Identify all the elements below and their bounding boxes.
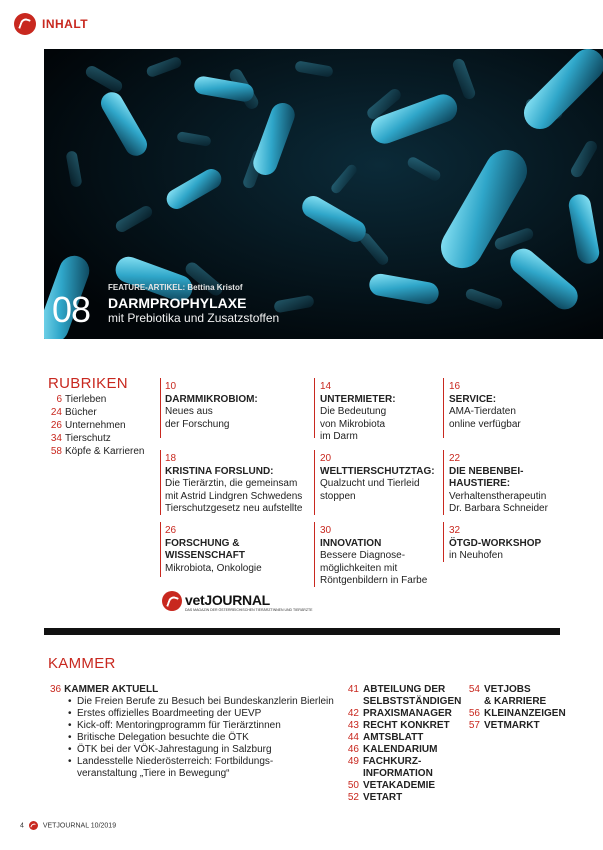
feature-title[interactable]: DARMPROPHYLAXE bbox=[108, 295, 247, 311]
page-number: 30 bbox=[320, 525, 332, 536]
kammer-section-entry[interactable] bbox=[343, 684, 461, 708]
rubrik-item[interactable] bbox=[48, 419, 145, 432]
page-number: 52 bbox=[347, 792, 359, 803]
article-entry[interactable] bbox=[449, 525, 541, 563]
section-divider-bar bbox=[44, 628, 560, 635]
page-number: 50 bbox=[347, 780, 359, 791]
article-description: Mikrobiota, Onkologie bbox=[165, 562, 262, 574]
column-divider bbox=[160, 522, 161, 577]
page-number: 58 bbox=[50, 446, 62, 457]
article-description: Qualzucht und Tierleid bbox=[320, 478, 420, 489]
article-title: HAUSTIERE: bbox=[449, 478, 511, 489]
section-label: VETART bbox=[363, 792, 403, 803]
rubriken-heading: RUBRIKEN bbox=[48, 375, 128, 392]
column-divider bbox=[314, 450, 315, 515]
column-divider bbox=[443, 450, 444, 515]
rubrik-label: Unternehmen bbox=[65, 420, 126, 431]
rubrik-item[interactable] bbox=[48, 393, 145, 406]
article-description: Neues aus bbox=[165, 406, 213, 417]
footer-page-number: 4 bbox=[20, 822, 24, 830]
vetjournal-brand-logo bbox=[162, 589, 313, 615]
rubrik-item[interactable] bbox=[48, 432, 145, 445]
feature-subtitle: mit Prebiotika und Zusatzstoffen bbox=[108, 311, 280, 325]
article-title: ÖTGD-WORKSHOP bbox=[449, 537, 542, 549]
article-entry[interactable] bbox=[165, 453, 302, 516]
page-footer bbox=[20, 821, 116, 830]
kammer-news-item: • ÖTK bei der VÖK-Jahrestagung in Salzburg bbox=[68, 744, 334, 756]
section-label: KLEINANZEIGEN bbox=[484, 708, 566, 719]
kammer-news-item: • Erstes offizielles Boardmeeting der UEVP bbox=[68, 708, 334, 720]
page-number: 43 bbox=[347, 720, 359, 731]
article-title: WISSENSCHAFT bbox=[165, 550, 245, 561]
article-description: Röntgenbildern in Farbe bbox=[320, 575, 428, 586]
article-title: WELTTIERSCHUTZTAG: bbox=[320, 465, 435, 477]
rubriken-list bbox=[48, 393, 145, 458]
article-description: möglichkeiten mit bbox=[320, 562, 398, 574]
kammer-column-2 bbox=[343, 684, 461, 804]
page-number: 20 bbox=[320, 453, 332, 464]
page-number: 34 bbox=[50, 433, 62, 444]
article-description: Tierschutzgesetz neu aufstellte bbox=[165, 503, 303, 514]
kammer-news-item: • Landesstelle Niederösterreich: Fortbildungs- bbox=[68, 756, 334, 768]
kammer-news-item: • Britische Delegation besuchte die ÖTK bbox=[68, 732, 334, 744]
page-number: 42 bbox=[347, 708, 359, 719]
kammer-news-item: veranstaltung „Tiere in Bewegung“ bbox=[77, 768, 230, 779]
article-title: DARMMIKROBIOM: bbox=[165, 393, 258, 405]
kammer-section-entry[interactable] bbox=[464, 708, 566, 720]
article-description: Dr. Barbara Schneider bbox=[449, 503, 548, 514]
page-number: 49 bbox=[347, 756, 359, 767]
kammer-section-entry[interactable] bbox=[343, 744, 461, 756]
page-number: 18 bbox=[165, 453, 177, 464]
article-description: von Mikrobiota bbox=[320, 418, 386, 430]
kammer-section-entry[interactable] bbox=[343, 792, 461, 804]
feature-kicker: FEATURE-ARTIKEL: Bettina Kristof bbox=[108, 283, 243, 292]
column-divider bbox=[160, 450, 161, 515]
page-number: 14 bbox=[320, 381, 332, 392]
article-entry[interactable] bbox=[449, 381, 521, 431]
page-number: 54 bbox=[468, 684, 480, 695]
vetjournal-logo-icon bbox=[162, 591, 182, 611]
section-label: VETJOBS & KARRIERE bbox=[484, 684, 547, 707]
page-number: 32 bbox=[449, 525, 461, 536]
kammer-section-entry[interactable] bbox=[464, 684, 566, 708]
kammer-section-entry[interactable] bbox=[343, 780, 461, 792]
section-label: AMTSBLATT bbox=[363, 732, 424, 743]
kammer-column-3 bbox=[464, 684, 566, 732]
feature-page-number: 08 bbox=[52, 289, 91, 330]
page-number: 26 bbox=[50, 420, 62, 431]
page-number: 16 bbox=[449, 381, 461, 392]
rubrik-label: Tierleben bbox=[65, 394, 107, 405]
column-divider bbox=[314, 522, 315, 587]
section-label: RECHT KONKRET bbox=[363, 720, 450, 731]
article-title: SERVICE: bbox=[449, 393, 497, 405]
kammer-aktuell-block bbox=[50, 684, 334, 780]
section-label: FACHKURZ- INFORMATION bbox=[363, 756, 433, 779]
kammer-aktuell-title: KAMMER AKTUELL bbox=[64, 684, 159, 695]
page-section-title: INHALT bbox=[42, 17, 89, 31]
section-label: PRAXISMANAGER bbox=[363, 708, 452, 719]
page-number: 57 bbox=[468, 720, 480, 731]
column-divider bbox=[160, 378, 161, 438]
rubrik-label: Tierschutz bbox=[65, 433, 111, 444]
article-description: online verfügbar bbox=[449, 418, 521, 430]
article-description: in Neuhofen bbox=[449, 550, 503, 561]
article-title: INNOVATION bbox=[320, 537, 382, 549]
article-description: Die Tierärztin, die gemeinsam bbox=[165, 478, 298, 489]
article-description: stoppen bbox=[320, 490, 356, 502]
column-divider bbox=[443, 522, 444, 562]
page-number: 10 bbox=[165, 381, 177, 392]
article-description: Verhaltenstherapeutin bbox=[449, 490, 547, 502]
article-description: Die Bedeutung bbox=[320, 406, 387, 417]
kammer-news-item: • Die Freien Berufe zu Besuch bei Bundeskanzlerin Bierlein bbox=[68, 696, 334, 708]
article-entry[interactable] bbox=[320, 525, 427, 588]
column-divider bbox=[314, 378, 315, 438]
footer-issue: VETJOURNAL 10/2019 bbox=[42, 822, 117, 830]
article-entry[interactable] bbox=[320, 381, 396, 444]
feature-hero-image bbox=[44, 49, 603, 339]
kammer-heading: KAMMER bbox=[48, 655, 116, 672]
article-title: UNTERMIETER: bbox=[320, 393, 396, 405]
kammer-section-entry[interactable] bbox=[464, 720, 566, 732]
page-number: 24 bbox=[50, 407, 62, 418]
page-number: 36 bbox=[50, 684, 62, 695]
page-number: 56 bbox=[468, 708, 480, 719]
section-label: VETAKADEMIE bbox=[363, 780, 436, 791]
article-entry[interactable] bbox=[320, 453, 435, 503]
kammer-section-entry[interactable] bbox=[343, 720, 461, 732]
kammer-section-entry[interactable] bbox=[343, 732, 461, 744]
section-label: ABTEILUNG DER SELBSTSTÄNDIGEN bbox=[363, 684, 462, 707]
article-title: FORSCHUNG & bbox=[165, 537, 240, 549]
page-number: 46 bbox=[347, 744, 359, 755]
article-description: der Forschung bbox=[165, 418, 230, 430]
article-description: AMA-Tierdaten bbox=[449, 406, 516, 417]
article-description: Bessere Diagnose- bbox=[320, 550, 406, 561]
page-number: 22 bbox=[449, 453, 461, 464]
article-title: KRISTINA FORSLUND: bbox=[165, 465, 274, 477]
kammer-aktuell-list bbox=[68, 696, 334, 780]
logo-tagline: DAS MAGAZIN DER ÖSTERREICHISCHEN TIERÄRZTINNEN UND TIERÄRZTE bbox=[185, 608, 313, 612]
article-entry[interactable] bbox=[165, 525, 262, 575]
rubrik-label: Köpfe & Karrieren bbox=[65, 446, 145, 457]
kammer-section-entry[interactable] bbox=[343, 708, 461, 720]
kammer-aktuell-entry[interactable] bbox=[50, 684, 334, 696]
article-title: DIE NEBENBEI- bbox=[449, 465, 524, 477]
column-divider bbox=[443, 378, 444, 438]
article-entry[interactable] bbox=[165, 381, 258, 431]
vetjournal-logo-icon bbox=[29, 821, 38, 830]
section-label: VETMARKT bbox=[484, 720, 540, 731]
kammer-section-entry[interactable] bbox=[343, 756, 461, 780]
page-number: 44 bbox=[347, 732, 359, 743]
vetjournal-logo-icon bbox=[14, 13, 36, 35]
page-number: 6 bbox=[56, 394, 62, 405]
logo-wordmark: vetJOURNAL bbox=[185, 592, 270, 608]
rubrik-item[interactable] bbox=[48, 406, 145, 419]
page-number: 26 bbox=[165, 525, 177, 536]
page-number: 41 bbox=[347, 684, 359, 695]
rubrik-label: Bücher bbox=[65, 407, 97, 418]
article-description: mit Astrid Lindgren Schwedens bbox=[165, 490, 303, 502]
article-description: im Darm bbox=[320, 431, 358, 442]
section-label: KALENDARIUM bbox=[363, 744, 438, 755]
rubrik-item[interactable] bbox=[48, 445, 145, 458]
article-entry[interactable] bbox=[449, 453, 548, 516]
kammer-news-item: • Kick-off: Mentoringprogramm für Tierärztinnen bbox=[68, 720, 334, 732]
